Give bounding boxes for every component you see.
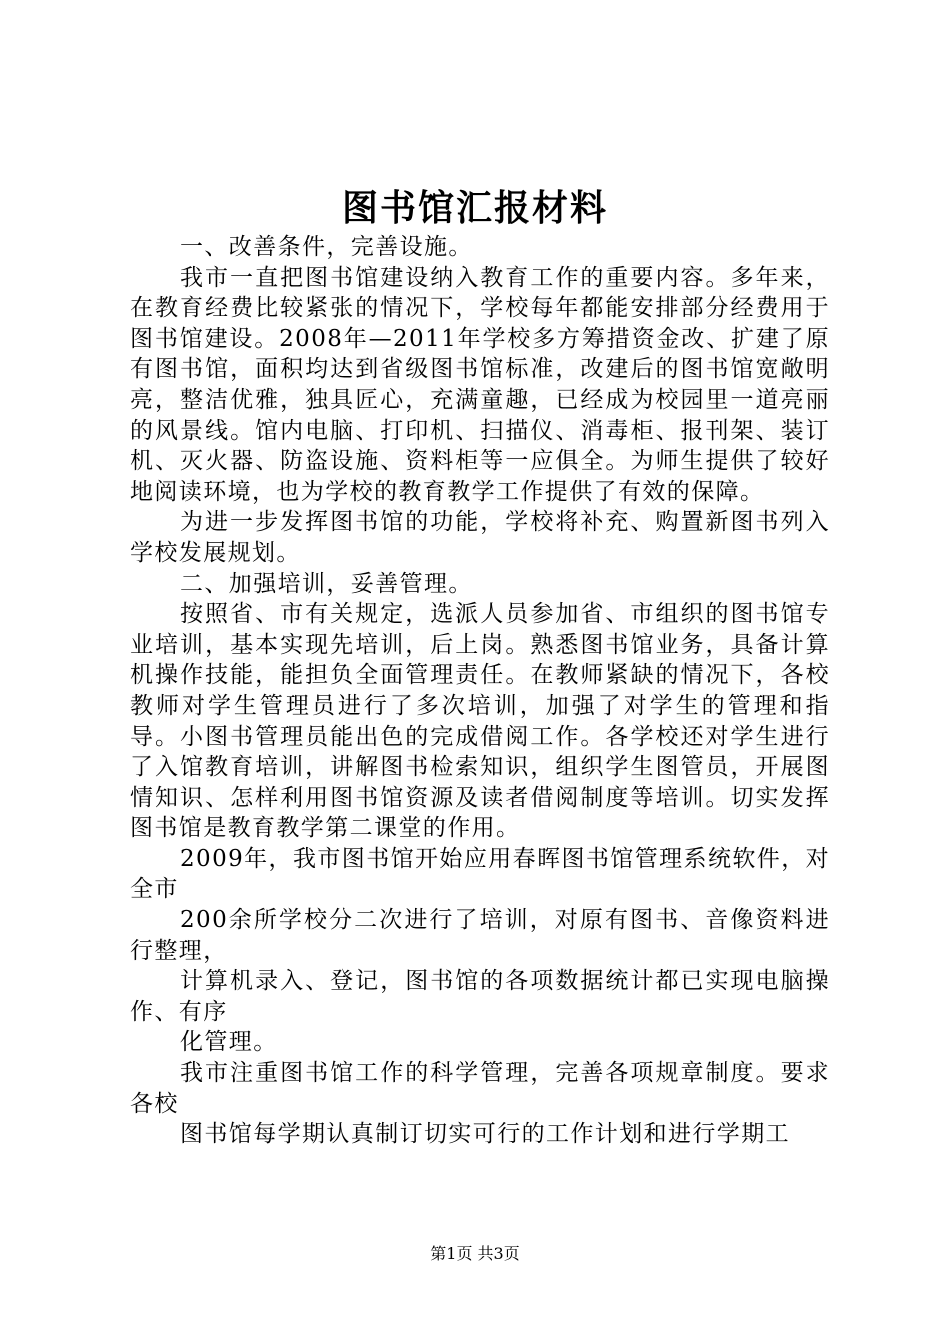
paragraph-software-line-3: 计算机录入、登记，图书馆的各项数据统计都已实现电脑操作、有序: [130, 968, 830, 1025]
paragraph-software-line-2: 200余所学校分二次进行了培训，对原有图书、音像资料进行整理，: [130, 907, 830, 964]
paragraph-software-line-1: 2009年，我市图书馆开始应用春晖图书馆管理系统软件，对全市: [130, 845, 830, 903]
page-footer: 第1页 共3页: [430, 1244, 520, 1263]
paragraph-software-line-4: 化管理。: [180, 1029, 278, 1056]
section-heading-2: 二、加强培训，妥善管理。: [180, 570, 473, 597]
section-heading-1: 一、改善条件，完善设施。: [180, 234, 473, 260]
document-body: [130, 232, 830, 1150]
paragraph-management-line-2: 图书馆每学期认真制订切实可行的工作计划和进行学期工: [180, 1121, 790, 1148]
paragraph-development-plan: 为进一步发挥图书馆的功能，学校将补充、购置新图书列入学校发展规划。: [130, 509, 830, 566]
paragraph-management-line-1: 我市注重图书馆工作的科学管理，完善各项规章制度。要求各校: [130, 1060, 830, 1117]
paragraph-training: 按照省、市有关规定，选派人员参加省、市组织的图书馆专业培训，基本实现先培训，后上岗。熟悉图书馆业务，具备计算机操作技能，能担负全面管理责任。在教师紧缺的情况下，各校教师对学生管理员进行了多次培训，加强了对学生的管理和指导。小图书管理员能出色的完成借阅工作。各学校还对学生进行了入馆教育培训，讲解图书检索知识，组织学生图管员，开展图情知识、怎样利用图书馆资源及读者借阅制度等培训。切实发挥图书馆是教育教学第二课堂的作用。: [130, 601, 830, 842]
paragraph-facilities: 我市一直把图书馆建设纳入教育工作的重要内容。多年来，在教育经费比较紧张的情况下，学校每年都能安排部分经费用于图书馆建设。2008年—2011年学校多方筹措资金改、扩建了原有图书馆，面积均达到省级图书馆标准，改建后的图书馆宽敞明亮，整洁优雅，独具匠心，充满童趣，已经成为校园里一道亮丽的风景线。馆内电脑、打印机、扫描仪、消毒柜、报刊架、装订机、灭火器、防盗设施、资料柜等一应俱全。为师生提供了较好地阅读环境，也为学校的教育教学工作提供了有效的保障。: [130, 264, 830, 505]
document-title: 图书馆汇报材料: [341, 187, 608, 229]
